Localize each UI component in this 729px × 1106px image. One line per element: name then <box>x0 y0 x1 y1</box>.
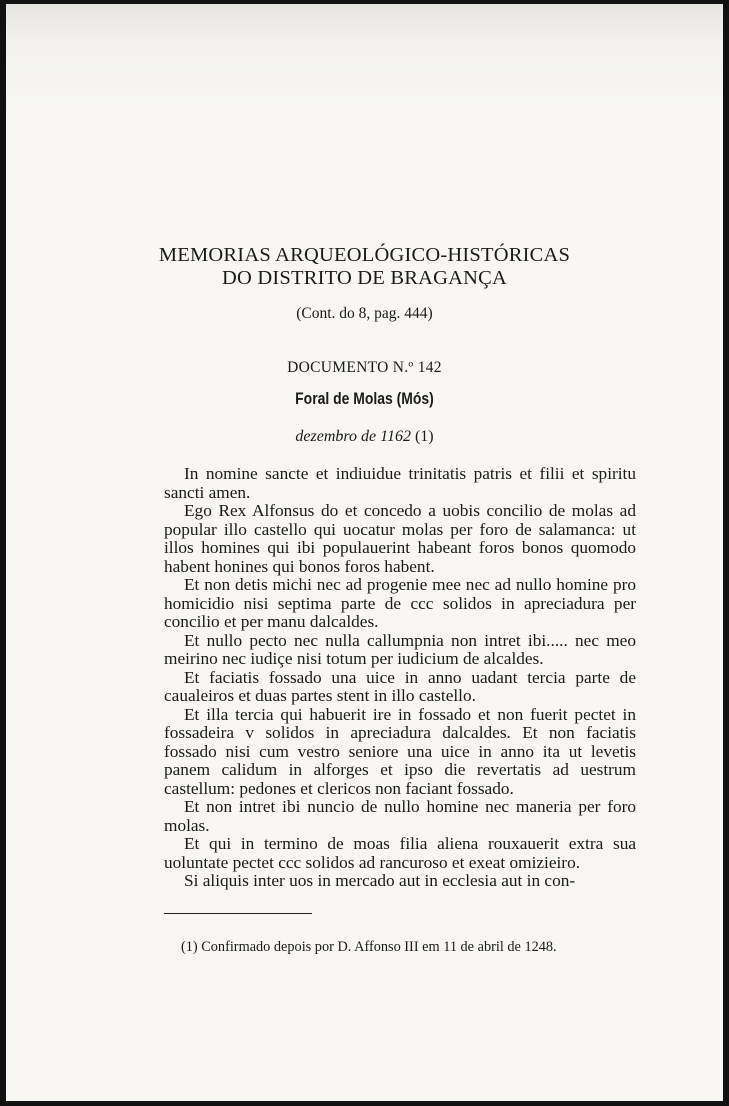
paragraph: Si aliquis inter uos in mercado aut in ecclesia aut in con- <box>184 871 576 890</box>
title-line-2: DO DISTRITO DE BRAGANÇA <box>222 267 507 289</box>
date-text: dezembro de 1162 <box>295 428 411 445</box>
page-title <box>6 244 723 290</box>
document-body <box>164 465 636 891</box>
paragraph: Et qui in termino de moas filia aliena rouxauerit extra sua uoluntate pectet ccc solidos ad rancuroso et exeat omizieiro. <box>164 834 636 872</box>
paragraph: Et non intret ibi nuncio de nullo homine nec maneria per foro molas. <box>164 797 636 835</box>
paragraph: Ego Rex Alfonsus do et concedo a uobis concilio de molas ad popular illo castello qui uocatur molas per foro de salamanca: ut illos homines qui ibi populauerint habeant foros bonos quomodo habent honines qui bonos foros habent. <box>164 501 636 576</box>
document-date <box>6 428 723 446</box>
footnote: (1) Confirmado depois por D. Affonso III em 11 de abril de 1248. <box>181 939 557 955</box>
document-title: Foral de Molas (Mós) <box>295 389 434 408</box>
document-number: DOCUMENTO N.º 142 <box>287 359 442 376</box>
footnote-divider <box>164 913 312 914</box>
paragraph: Et non detis michi nec ad progenie mee nec ad nullo homine pro homicidio nisi septima parte de ccc solidos in apreciadura per concilio et per manu dalcaldes. <box>164 575 636 631</box>
paragraph: Et faciatis fossado una uice in anno uadant tercia parte de caualeiros et duas partes stent in illo castello. <box>164 667 636 705</box>
paragraph: In nomine sancte et indiuidue trinitatis patris et filii et spiritu sancti amen. <box>164 464 636 502</box>
paragraph: Et illa tercia qui habuerit ire in fossado et non fuerit pectet in fossadeira v solidos in apreciadura dalcaldes. Et non faciatis fossado nisi cum vestro seniore una uice in anno ita ut levetis panem calidum in alforges et ipso die revertatis ad uestrum castellum: pedones et clericos non faciant fossado. <box>164 704 636 798</box>
footnote-marker: (1) <box>414 428 434 445</box>
title-line-1: MEMORIAS ARQUEOLÓGICO-HISTÓRICAS <box>158 244 571 266</box>
paragraph: Et nullo pecto nec nulla callumpnia non intret ibi..... nec meo meirino nec iudiçe nisi totum per iudicium de alcaldes. <box>164 630 636 668</box>
continuation-note: (Cont. do 8, pag. 444) <box>296 305 433 322</box>
